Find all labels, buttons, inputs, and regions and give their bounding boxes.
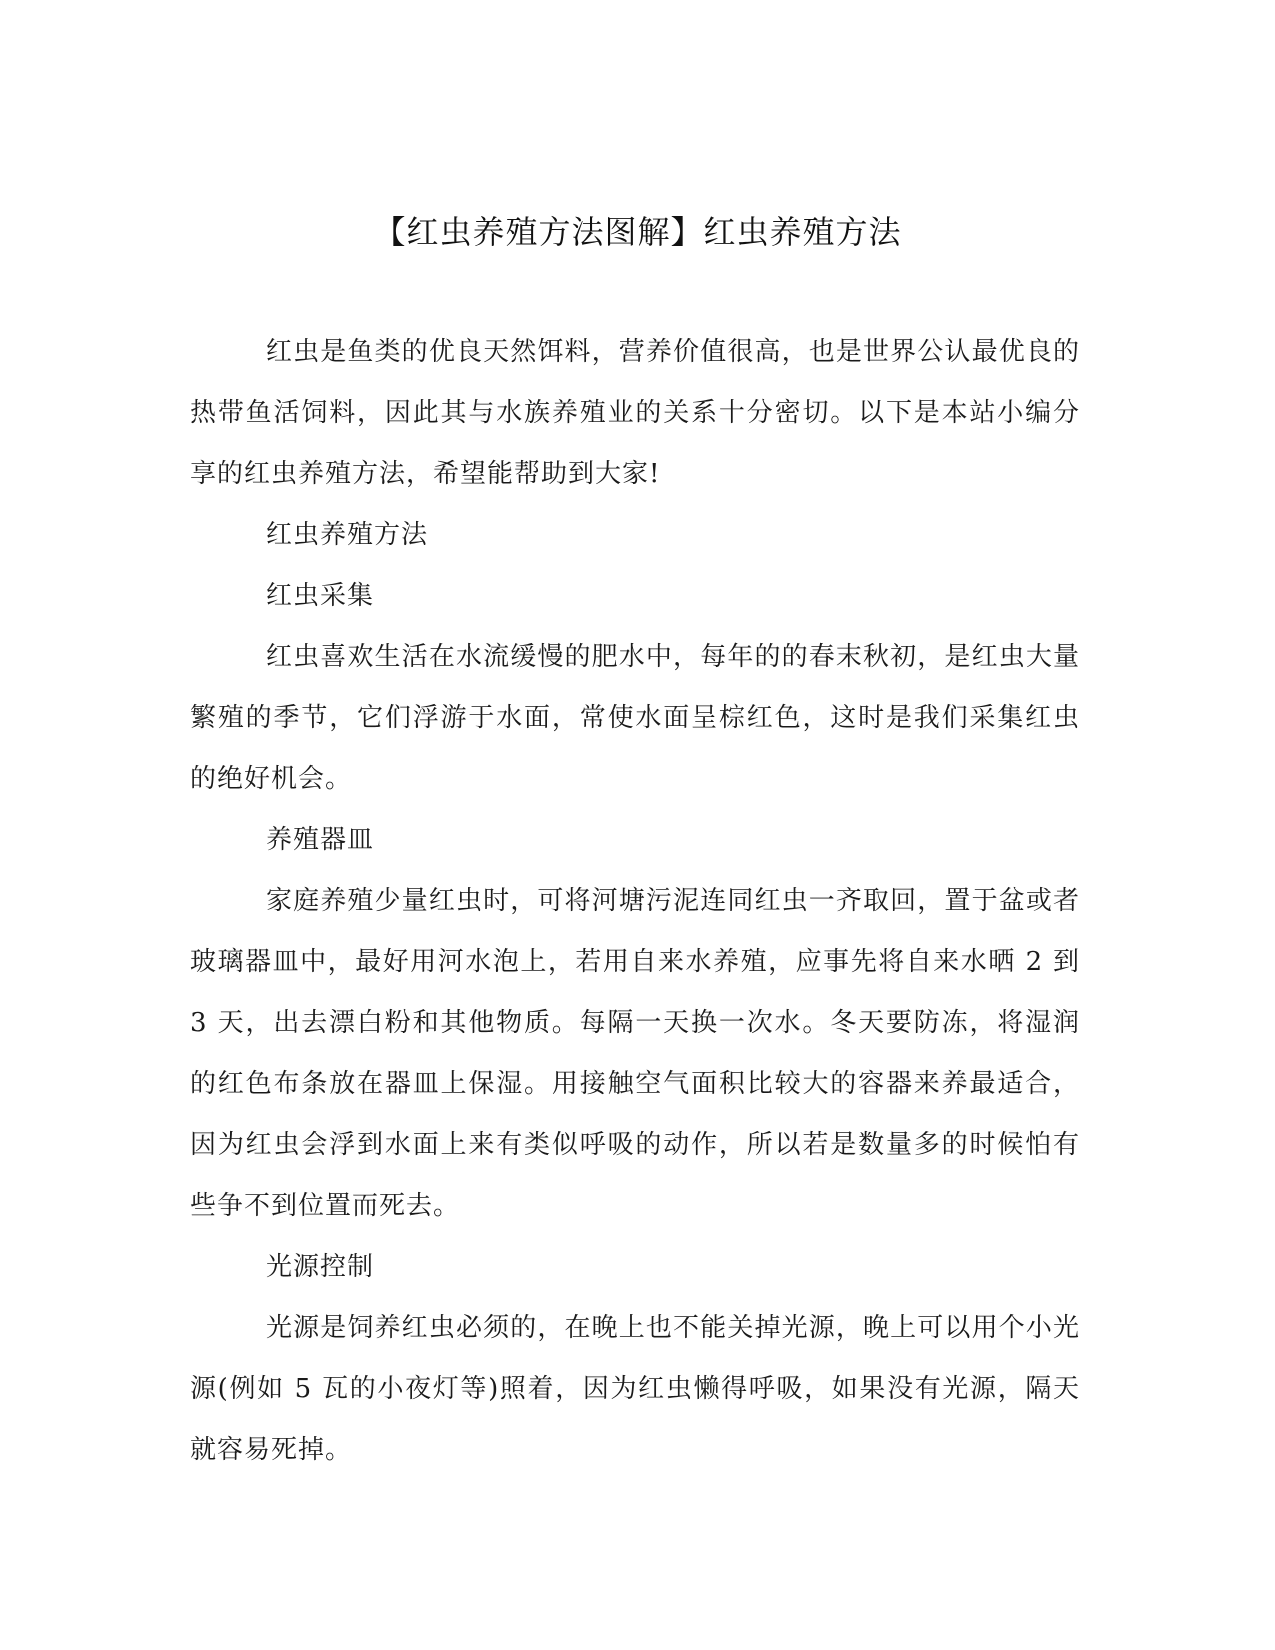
document-body (190, 322, 1080, 1481)
section-heading-methods: 红虫养殖方法 (266, 520, 429, 550)
intro-paragraph: 红虫是鱼类的优良天然饵料，营养价值很高，也是世界公认最优良的热带鱼活饲料，因此其与水族养殖业的关系十分密切。以下是本站小编分享的红虫养殖方法，希望能帮助到大家! (190, 337, 1080, 489)
section-paragraph-containers: 家庭养殖少量红虫时，可将河塘污泥连同红虫一齐取回，置于盆或者玻璃器皿中，最好用河水泡上，若用自来水养殖，应事先将自来水晒 2 到 3 天，出去漂白粉和其他物质。每隔一天换一次水。冬天要防冻，将湿润的红色布条放在器皿上保湿。用接触空气面积比较大的容器来养最适合，因为红虫会浮到水面上来有类似呼吸的动作，所以若是数量多的时候怕有些争不到位置而死去。 (190, 886, 1080, 1221)
section-heading-collection: 红虫采集 (266, 581, 375, 611)
section-heading-containers: 养殖器皿 (266, 825, 375, 855)
section-paragraph-light: 光源是饲养红虫必须的，在晚上也不能关掉光源，晚上可以用个小光源(例如 5 瓦的小夜灯等)照着，因为红虫懒得呼吸，如果没有光源，隔天就容易死掉。 (190, 1313, 1080, 1465)
section-paragraph-collection: 红虫喜欢生活在水流缓慢的肥水中，每年的的春末秋初，是红虫大量繁殖的季节，它们浮游于水面，常使水面呈棕红色，这时是我们采集红虫的绝好机会。 (190, 642, 1080, 794)
section-heading-light: 光源控制 (266, 1252, 375, 1282)
document-title: 【红虫养殖方法图解】红虫养殖方法 (373, 213, 902, 251)
